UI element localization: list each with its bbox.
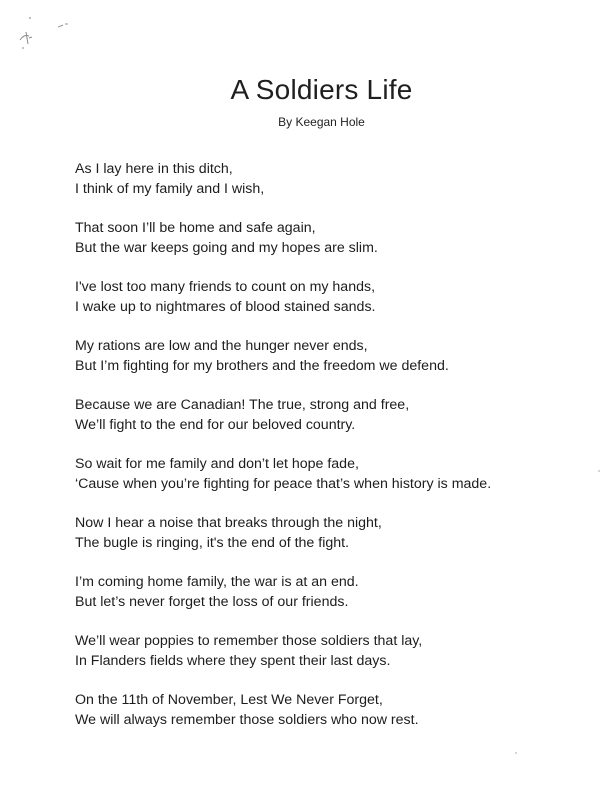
stanza-2: [75, 218, 595, 258]
poem-title: A Soldiers Life: [230, 74, 413, 105]
poem-line: My rations are low and the hunger never ends,: [75, 338, 368, 354]
stanza-1: [75, 159, 595, 199]
poem-line: That soon I’ll be home and safe again,: [75, 220, 316, 236]
poem-line: ‘Cause when you’re fighting for peace that’s when history is made.: [75, 476, 492, 493]
scan-pencil-marks: [16, 10, 76, 55]
stanza-9: [75, 631, 595, 671]
stanza-4: [75, 336, 595, 376]
stanza-3: [75, 277, 595, 317]
poem-line: But I’m fighting for my brothers and the freedom we defend.: [75, 358, 449, 375]
scan-speck: [515, 752, 517, 754]
poem-line: We’ll fight to the end for our beloved country.: [75, 417, 356, 434]
poem-line: I wake up to nightmares of blood stained sands.: [75, 299, 376, 316]
scan-speck: [598, 470, 600, 472]
poem-body: [75, 159, 595, 749]
poem-line: We’ll wear poppies to remember those soldiers that lay,: [75, 633, 423, 649]
stanza-6: [75, 454, 595, 494]
poem-line: The bugle is ringing, it's the end of the fight.: [75, 535, 350, 552]
poem-line: Now I hear a noise that breaks through the night,: [75, 515, 382, 531]
stanza-5: [75, 395, 595, 435]
stanza-8: [75, 572, 595, 612]
poem-line: As I lay here in this ditch,: [75, 161, 233, 177]
poem-line: But the war keeps going and my hopes are slim.: [75, 240, 378, 257]
stanza-10: [75, 690, 595, 730]
poem-line: But let’s never forget the loss of our friends.: [75, 594, 349, 611]
poem-author: By Keegan Hole: [278, 115, 365, 129]
poem-line: So wait for me family and don’t let hope fade,: [75, 456, 359, 472]
poem-line: We will always remember those soldiers who now rest.: [75, 712, 419, 729]
poem-line: Because we are Canadian! The true, strong and free,: [75, 397, 410, 413]
poem-line: I've lost too many friends to count on my hands,: [75, 279, 376, 295]
poem-line: I’m coming home family, the war is at an end.: [75, 574, 359, 590]
poem-line: In Flanders fields where they spent their last days.: [75, 653, 391, 670]
stanza-7: [75, 513, 595, 553]
poem-line: I think of my family and I wish,: [75, 181, 265, 198]
poem-line: On the 11th of November, Lest We Never Forget,: [75, 692, 383, 708]
